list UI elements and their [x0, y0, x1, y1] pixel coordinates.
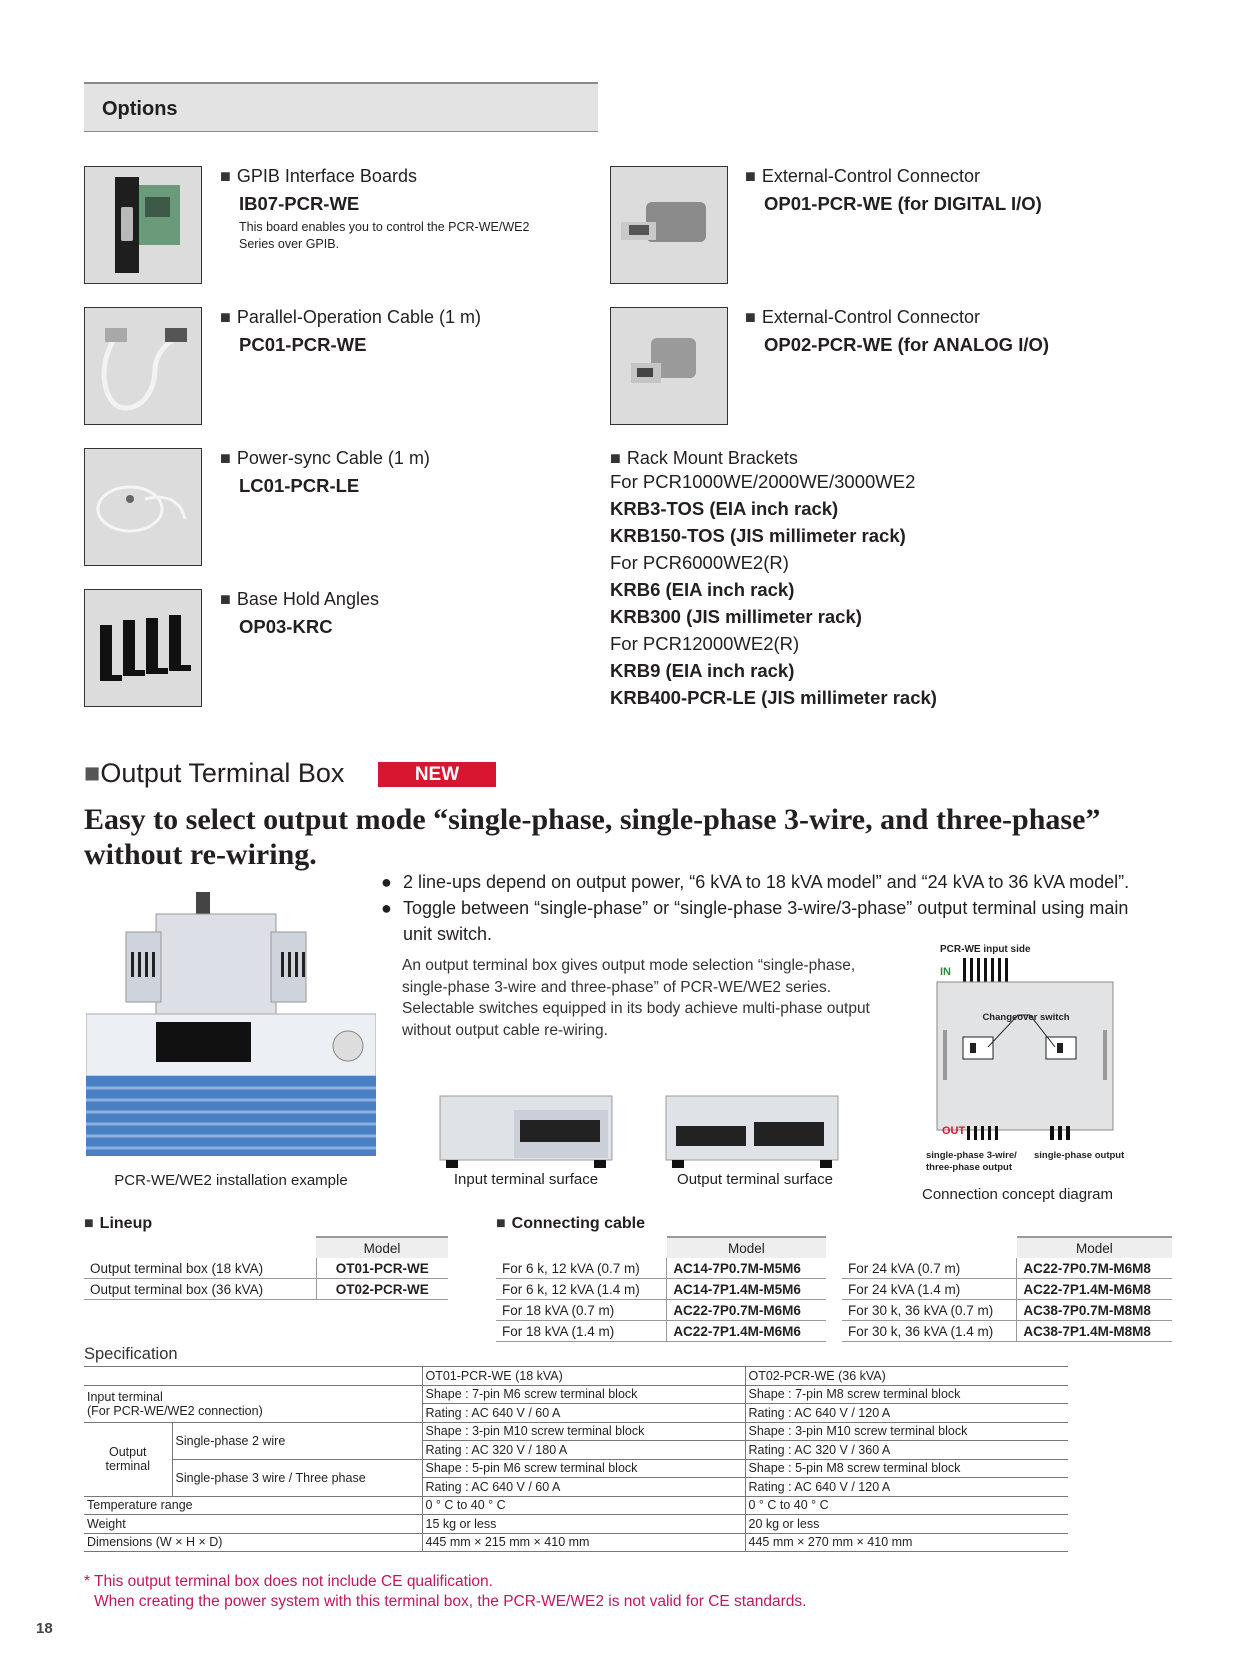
base-hold-model: OP03-KRC [239, 616, 333, 637]
rack-for-3: For PCR12000WE2(R) [610, 633, 800, 654]
power-sync-cable-photo [84, 448, 202, 566]
new-badge: NEW [378, 762, 496, 787]
lineup-name-1: Output terminal box (18 kVA) [84, 1258, 316, 1279]
rack-model-2b: KRB300 (JIS millimeter rack) [610, 606, 862, 627]
rack-model-3b: KRB400-PCR-LE (JIS millimeter rack) [610, 687, 937, 708]
spec-input-label [84, 1385, 422, 1422]
op01-title: ■ External-Control Connector [745, 166, 980, 187]
cable-left-name-3: For 18 kVA (0.7 m) [496, 1300, 667, 1321]
spec-sp3-label: Single-phase 3 wire / Three phase [172, 1459, 422, 1496]
cable-left-model-2: AC14-7P1.4M-M5M6 [667, 1279, 826, 1300]
diagram-in-label: IN [940, 966, 951, 978]
cable-right-name-1: For 24 kVA (0.7 m) [842, 1258, 1017, 1279]
parallel-cable-model: PC01-PCR-WE [239, 334, 367, 355]
lineup-title: ■ Lineup [84, 1215, 152, 1233]
gpib-board-photo [84, 166, 202, 284]
spec-title: Specification [84, 1345, 178, 1363]
diagram-out-label: OUT [942, 1125, 966, 1137]
spec-input-a-shape: Shape : 7-pin M6 screw terminal block [422, 1385, 745, 1404]
spec-sp2-a-shape: Shape : 3-pin M10 screw terminal block [422, 1422, 745, 1441]
spec-dims-a: 445 mm × 215 mm × 410 mm [422, 1533, 745, 1552]
rack-for-2: For PCR6000WE2(R) [610, 552, 789, 573]
base-hold-title: ■ Base Hold Angles [220, 589, 379, 610]
table-row [84, 1258, 448, 1279]
power-sync-title: ■ Power-sync Cable (1 m) [220, 448, 430, 469]
gpib-desc-2: Series over GPIB. [239, 237, 340, 251]
table-row [842, 1300, 1172, 1321]
cable-right-model-2: AC22-7P1.4M-M6M8 [1017, 1279, 1172, 1300]
cable-right-model-1: AC22-7P0.7M-M6M8 [1017, 1258, 1172, 1279]
spec-input-a-rating: Rating : AC 640 V / 60 A [422, 1404, 745, 1423]
table-row [496, 1258, 826, 1279]
parallel-cable-title: ■ Parallel-Operation Cable (1 m) [220, 307, 481, 328]
cable-right-model-4: AC38-7P1.4M-M8M8 [1017, 1321, 1172, 1342]
installation-example-image [86, 892, 376, 1164]
diagram-3w-line1: single-phase 3-wire/ [926, 1150, 1017, 1161]
options-title: Options [102, 98, 178, 120]
spec-table [84, 1366, 1068, 1552]
diagram-3w-line2: three-phase output [926, 1162, 1013, 1173]
spec-input-label-2: (For PCR-WE/WE2 connection) [87, 1403, 263, 1418]
cable-left-name-1: For 6 k, 12 kVA (0.7 m) [496, 1258, 667, 1279]
diagram-3w-label [926, 1150, 1017, 1174]
table-row [496, 1300, 826, 1321]
otb-bullets [381, 869, 1221, 947]
cable-left-model-4: AC22-7P1.4M-M6M6 [667, 1321, 826, 1342]
lineup-model-2: OT02-PCR-WE [316, 1279, 448, 1300]
lineup-name-2: Output terminal box (36 kVA) [84, 1279, 316, 1300]
lineup-table [84, 1236, 448, 1300]
cable-left-name-2: For 6 k, 12 kVA (1.4 m) [496, 1279, 667, 1300]
cable-right-col-model: Model [1017, 1237, 1172, 1258]
output-terminal-image [662, 1078, 842, 1170]
spec-sp3-a-shape: Shape : 5-pin M6 screw terminal block [422, 1459, 745, 1478]
cable-left-model-1: AC14-7P0.7M-M5M6 [667, 1258, 826, 1279]
cable-right-model-3: AC38-7P0.7M-M8M8 [1017, 1300, 1172, 1321]
gpib-model: IB07-PCR-WE [239, 193, 360, 214]
spec-output-label-1: Output [108, 1445, 147, 1459]
otb-description [402, 955, 896, 1041]
cable-right-name-3: For 30 k, 36 kVA (0.7 m) [842, 1300, 1017, 1321]
cable-left-name-4: For 18 kVA (1.4 m) [496, 1321, 667, 1342]
spec-dims-label: Dimensions (W × H × D) [84, 1533, 422, 1552]
rack-title: ■ Rack Mount Brackets [610, 448, 798, 469]
spec-sp2-label: Single-phase 2 wire [172, 1422, 422, 1459]
spec-temp-b: 0 ° C to 40 ° C [745, 1496, 1068, 1515]
rack-model-1a: KRB3-TOS (EIA inch rack) [610, 498, 839, 519]
spec-temp-a: 0 ° C to 40 ° C [422, 1496, 745, 1515]
otb-title: Output Terminal Box [100, 758, 345, 788]
otb-headline-2: without re-wiring. [84, 838, 317, 871]
input-terminal-image [436, 1078, 616, 1170]
cable-table-right [842, 1236, 1172, 1342]
bullet-2-text-a: Toggle between “single-phase” or “single-phase 3-wire/3-phase” output terminal using main [403, 898, 1129, 918]
diagram-input-side: PCR-WE input side [940, 944, 1031, 955]
diagram-sp-label: single-phase output [1034, 1150, 1125, 1161]
op01-model: OP01-PCR-WE (for DIGITAL I/O) [764, 193, 1042, 214]
caption-concept: Connection concept diagram [922, 1186, 1113, 1203]
rack-model-3a: KRB9 (EIA inch rack) [610, 660, 795, 681]
spec-dims-b: 445 mm × 270 mm × 410 mm [745, 1533, 1068, 1552]
cable-left-col-model: Model [667, 1237, 826, 1258]
connection-concept-diagram [920, 940, 1130, 1175]
op01-connector-photo [610, 166, 728, 284]
page-number: 18 [36, 1620, 53, 1637]
spec-output-label [84, 1422, 172, 1496]
spec-input-label-1: Input terminal [87, 1389, 163, 1404]
cable-right-name-2: For 24 kVA (1.4 m) [842, 1279, 1017, 1300]
desc-line-1: An output terminal box gives output mode selection “single-phase, [402, 957, 856, 974]
ce-note-1: * This output terminal box does not include CE qualification. [84, 1573, 493, 1590]
table-row [842, 1279, 1172, 1300]
cable-right-name-4: For 30 k, 36 kVA (1.4 m) [842, 1321, 1017, 1342]
spec-sp3-a-rating: Rating : AC 640 V / 60 A [422, 1478, 745, 1497]
spec-sp2-a-rating: Rating : AC 320 V / 180 A [422, 1441, 745, 1460]
caption-input: Input terminal surface [453, 1171, 599, 1188]
caption-output: Output terminal surface [677, 1171, 833, 1188]
spec-weight-b: 20 kg or less [745, 1515, 1068, 1534]
otb-section-title: ■Output Terminal Box [84, 758, 345, 788]
rack-for-1: For PCR1000WE/2000WE/3000WE2 [610, 471, 916, 492]
lineup-col-model: Model [316, 1237, 448, 1258]
table-row [842, 1258, 1172, 1279]
table-row [496, 1279, 826, 1300]
spec-input-b-rating: Rating : AC 640 V / 120 A [745, 1404, 1068, 1423]
cable-title: ■ Connecting cable [496, 1215, 645, 1233]
table-row [496, 1321, 826, 1342]
spec-weight-label: Weight [84, 1515, 422, 1534]
power-sync-model: LC01-PCR-LE [239, 475, 360, 496]
caption-installation: PCR-WE/WE2 installation example [114, 1172, 348, 1189]
desc-line-3: Selectable switches equipped in its body achieve multi-phase output [402, 1000, 870, 1017]
spec-sp3-b-rating: Rating : AC 640 V / 120 A [745, 1478, 1068, 1497]
op02-model: OP02-PCR-WE (for ANALOG I/O) [764, 334, 1050, 355]
gpib-title: ■ GPIB Interface Boards [220, 166, 417, 187]
spec-output-label-2: terminal [105, 1459, 150, 1473]
gpib-desc-1: This board enables you to control the PCR-WE/WE2 [239, 220, 530, 234]
otb-headline-1: Easy to select output mode “single-phase, single-phase 3-wire, and three-phase” [84, 803, 1101, 836]
spec-sp3-b-shape: Shape : 5-pin M8 screw terminal block [745, 1459, 1068, 1478]
spec-temp-label: Temperature range [84, 1496, 422, 1515]
otb-headline [84, 802, 1224, 872]
options-header [84, 82, 598, 132]
diagram-switch-label: Changeover switch [982, 1012, 1070, 1023]
spec-input-b-shape: Shape : 7-pin M8 screw terminal block [745, 1385, 1068, 1404]
spec-sp2-b-rating: Rating : AC 320 V / 360 A [745, 1441, 1068, 1460]
bullet-1-text: 2 line-ups depend on output power, “6 kVA to 18 kVA model” and “24 kVA to 36 kVA model”. [403, 872, 1130, 892]
lineup-model-1: OT01-PCR-WE [316, 1258, 448, 1279]
base-hold-angles-photo [84, 589, 202, 707]
rack-model-2a: KRB6 (EIA inch rack) [610, 579, 795, 600]
rack-list [610, 468, 1010, 711]
bullet-2: ● Toggle between “single-phase” or “single-phase 3-wire/3-phase” output terminal using main [381, 898, 1129, 918]
spec-head-2: OT02-PCR-WE (36 kVA) [745, 1367, 1068, 1386]
spec-weight-a: 15 kg or less [422, 1515, 745, 1534]
desc-line-2: single-phase 3-wire and three-phase” of PCR-WE/WE2 series. [402, 978, 832, 996]
spec-head-1: OT01-PCR-WE (18 kVA) [422, 1367, 745, 1386]
bullet-2-cont: unit switch. [403, 924, 493, 944]
op02-connector-photo [610, 307, 728, 425]
parallel-cable-photo [84, 307, 202, 425]
op02-title: ■ External-Control Connector [745, 307, 980, 328]
spec-sp2-b-shape: Shape : 3-pin M10 screw terminal block [745, 1422, 1068, 1441]
desc-line-4: without output cable re-wiring. [402, 1021, 608, 1039]
ce-note-2: When creating the power system with this terminal box, the PCR-WE/WE2 is not valid for CE standards. [94, 1593, 807, 1610]
cable-table-left [496, 1236, 826, 1342]
rack-model-1b: KRB150-TOS (JIS millimeter rack) [610, 525, 906, 546]
table-row [842, 1321, 1172, 1342]
table-row [84, 1279, 448, 1300]
bullet-1: ● 2 line-ups depend on output power, “6 kVA to 18 kVA model” and “24 kVA to 36 kVA model”. [381, 872, 1130, 892]
cable-left-model-3: AC22-7P0.7M-M6M6 [667, 1300, 826, 1321]
